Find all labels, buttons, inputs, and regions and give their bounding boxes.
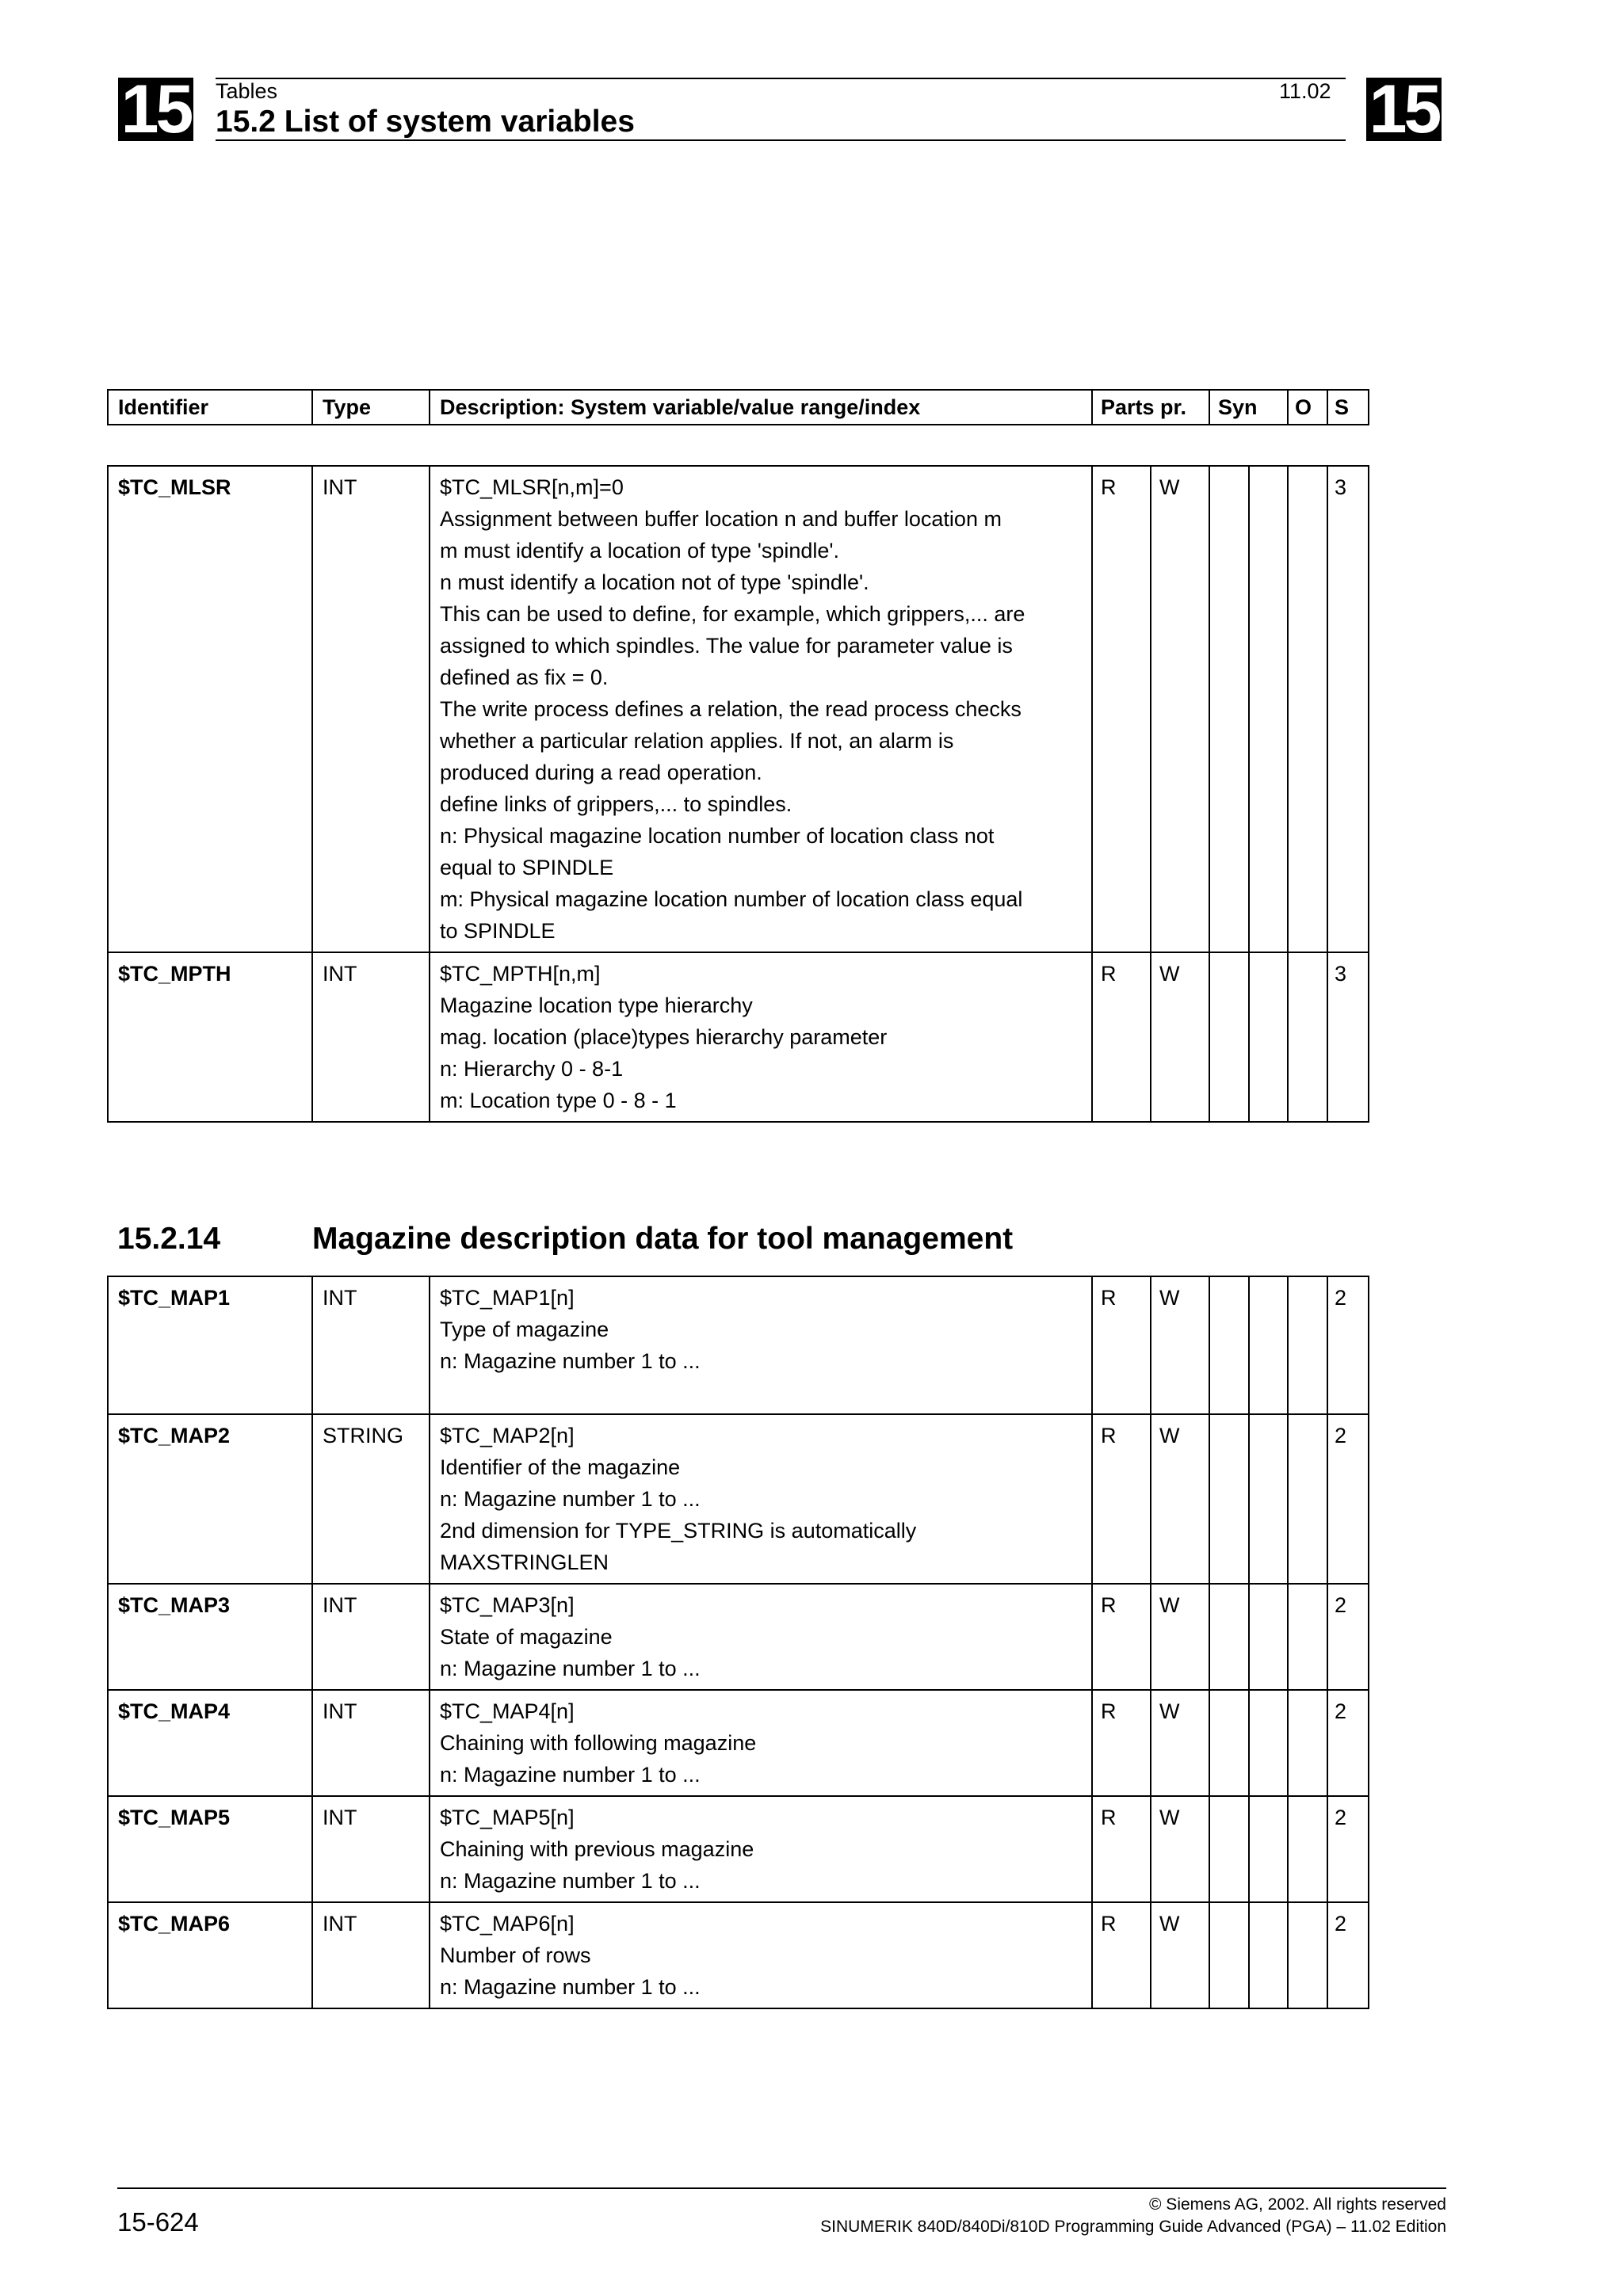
o-cell [1288, 1796, 1327, 1902]
access-write: W [1151, 952, 1209, 1122]
col-header-identifier: Identifier [108, 390, 312, 425]
chapter-number-badge-left: 15 [118, 78, 193, 141]
s-value: 2 [1327, 1414, 1369, 1584]
syn-cell-1 [1209, 1584, 1249, 1690]
variable-identifier: $TC_MPTH [108, 952, 312, 1122]
description-line: m must identify a location of type 'spindle'. [440, 539, 840, 563]
col-header-type: Type [312, 390, 430, 425]
description-line: $TC_MAP1[n] [440, 1286, 575, 1310]
s-value: 2 [1327, 1584, 1369, 1690]
variable-identifier: $TC_MAP2 [108, 1414, 312, 1584]
description-line: define links of grippers,... to spindles. [440, 792, 792, 816]
col-header-o: O [1288, 390, 1327, 425]
header-section-label: Tables [216, 79, 278, 103]
variable-identifier: $TC_MAP1 [108, 1276, 312, 1414]
variable-description [430, 1690, 1092, 1796]
access-read: R [1092, 952, 1151, 1122]
variable-identifier: $TC_MAP5 [108, 1796, 312, 1902]
header-date: 11.02 [1279, 79, 1331, 103]
description-line: $TC_MPTH[n,m] [440, 962, 601, 986]
o-cell [1288, 1690, 1327, 1796]
access-write: W [1151, 1584, 1209, 1690]
variable-description [430, 466, 1092, 952]
syn-cell-2 [1249, 1584, 1288, 1690]
description-line: Chaining with previous magazine [440, 1837, 754, 1861]
description-line: to SPINDLE [440, 919, 556, 943]
s-value: 3 [1327, 952, 1369, 1122]
col-header-syn: Syn [1209, 390, 1288, 425]
description-line: n: Magazine number 1 to ... [440, 1349, 701, 1373]
variable-type: INT [312, 1796, 430, 1902]
s-value: 2 [1327, 1690, 1369, 1796]
access-write: W [1151, 1276, 1209, 1414]
variable-identifier: $TC_MLSR [108, 466, 312, 952]
description-line: n: Physical magazine location number of location class not [440, 824, 995, 848]
footer-page-number: 15-624 [117, 2207, 199, 2237]
s-value: 3 [1327, 466, 1369, 952]
description-line: Number of rows [440, 1943, 591, 1967]
col-header-s: S [1327, 390, 1369, 425]
description-line [440, 1377, 1083, 1409]
syn-cell-1 [1209, 466, 1249, 952]
footer-copyright: © Siemens AG, 2002. All rights reserved [1149, 2195, 1446, 2214]
variable-type: INT [312, 1276, 430, 1414]
description-line: equal to SPINDLE [440, 856, 614, 879]
col-header-parts-pr: Parts pr. [1092, 390, 1209, 425]
o-cell [1288, 1584, 1327, 1690]
access-write: W [1151, 1902, 1209, 2008]
description-line: Type of magazine [440, 1318, 609, 1341]
column-header-table [107, 389, 1369, 425]
table-row [108, 466, 1369, 952]
system-variables-table-1 [107, 465, 1369, 1123]
syn-cell-2 [1249, 952, 1288, 1122]
table-row [108, 1276, 1369, 1414]
description-line: $TC_MAP4[n] [440, 1699, 575, 1723]
description-line: $TC_MLSR[n,m]=0 [440, 475, 624, 499]
description-line: defined as fix = 0. [440, 666, 609, 689]
table-row [108, 1902, 1369, 2008]
variable-type: INT [312, 952, 430, 1122]
table-row [108, 1584, 1369, 1690]
description-line: n: Magazine number 1 to ... [440, 1763, 701, 1787]
description-line: Identifier of the magazine [440, 1455, 681, 1479]
description-line: Chaining with following magazine [440, 1731, 757, 1755]
description-line: m: Location type 0 - 8 - 1 [440, 1089, 677, 1112]
description-line: This can be used to define, for example, which grippers,... are [440, 602, 1025, 626]
description-line: whether a particular relation applies. If not, an alarm is [440, 729, 954, 753]
variable-type: STRING [312, 1414, 430, 1584]
system-variables-table-2 [107, 1276, 1369, 2009]
variable-description [430, 1276, 1092, 1414]
variable-description [430, 1796, 1092, 1902]
syn-cell-2 [1249, 1690, 1288, 1796]
access-read: R [1092, 1584, 1151, 1690]
access-write: W [1151, 1414, 1209, 1584]
page-title: 15.2 List of system variables [216, 105, 635, 139]
description-line: n must identify a location not of type 'spindle'. [440, 570, 869, 594]
description-line: Assignment between buffer location n and buffer location m [440, 507, 1002, 531]
access-read: R [1092, 466, 1151, 952]
variable-description [430, 1584, 1092, 1690]
variable-identifier: $TC_MAP4 [108, 1690, 312, 1796]
description-line: State of magazine [440, 1625, 613, 1649]
description-line: MAXSTRINGLEN [440, 1550, 609, 1574]
description-line: n: Magazine number 1 to ... [440, 1975, 701, 1999]
description-line: $TC_MAP5[n] [440, 1806, 575, 1829]
syn-cell-1 [1209, 1414, 1249, 1584]
syn-cell-1 [1209, 1276, 1249, 1414]
description-line: $TC_MAP2[n] [440, 1424, 575, 1447]
o-cell [1288, 1276, 1327, 1414]
s-value: 2 [1327, 1902, 1369, 2008]
chapter-number-badge-right: 15 [1366, 78, 1442, 141]
access-write: W [1151, 1690, 1209, 1796]
syn-cell-1 [1209, 952, 1249, 1122]
variable-identifier: $TC_MAP3 [108, 1584, 312, 1690]
description-line: n: Magazine number 1 to ... [440, 1487, 701, 1511]
table-row [108, 1796, 1369, 1902]
syn-cell-2 [1249, 1276, 1288, 1414]
syn-cell-2 [1249, 1902, 1288, 2008]
s-value: 2 [1327, 1796, 1369, 1902]
variable-description [430, 1414, 1092, 1584]
description-line: assigned to which spindles. The value for parameter value is [440, 634, 1013, 658]
description-line: mag. location (place)types hierarchy parameter [440, 1025, 888, 1049]
syn-cell-1 [1209, 1902, 1249, 2008]
table-row [108, 1690, 1369, 1796]
table-row [108, 952, 1369, 1122]
o-cell [1288, 1414, 1327, 1584]
syn-cell-1 [1209, 1796, 1249, 1902]
description-line: n: Magazine number 1 to ... [440, 1869, 701, 1893]
header-bottom-rule [216, 139, 1346, 141]
o-cell [1288, 466, 1327, 952]
description-line: $TC_MAP6[n] [440, 1912, 575, 1936]
o-cell [1288, 952, 1327, 1122]
syn-cell-2 [1249, 466, 1288, 952]
variable-description [430, 1902, 1092, 2008]
description-line: m: Physical magazine location number of location class equal [440, 887, 1023, 911]
variable-identifier: $TC_MAP6 [108, 1902, 312, 2008]
col-header-description: Description: System variable/value range/index [430, 390, 1092, 425]
access-read: R [1092, 1414, 1151, 1584]
variable-type: INT [312, 466, 430, 952]
description-line: The write process defines a relation, the read process checks [440, 697, 1022, 721]
o-cell [1288, 1902, 1327, 2008]
access-write: W [1151, 1796, 1209, 1902]
column-header-row [108, 390, 1369, 425]
description-line: produced during a read operation. [440, 761, 762, 784]
access-read: R [1092, 1690, 1151, 1796]
section-number: 15.2.14 [117, 1222, 221, 1256]
table-row [108, 1414, 1369, 1584]
syn-cell-2 [1249, 1796, 1288, 1902]
variable-description [430, 952, 1092, 1122]
description-line: 2nd dimension for TYPE_STRING is automatically [440, 1519, 917, 1543]
syn-cell-1 [1209, 1690, 1249, 1796]
access-read: R [1092, 1276, 1151, 1414]
description-line: n: Hierarchy 0 - 8-1 [440, 1057, 624, 1081]
variable-type: INT [312, 1690, 430, 1796]
section-title: Magazine description data for tool management [312, 1222, 1014, 1256]
access-read: R [1092, 1796, 1151, 1902]
variable-type: INT [312, 1902, 430, 2008]
description-line: n: Magazine number 1 to ... [440, 1657, 701, 1680]
description-line: Magazine location type hierarchy [440, 994, 753, 1017]
header-top-rule [216, 78, 1346, 79]
access-write: W [1151, 466, 1209, 952]
footer-document-title: SINUMERIK 840D/840Di/810D Programming Guide Advanced (PGA) – 11.02 Edition [820, 2218, 1446, 2236]
s-value: 2 [1327, 1276, 1369, 1414]
access-read: R [1092, 1902, 1151, 2008]
syn-cell-2 [1249, 1414, 1288, 1584]
variable-type: INT [312, 1584, 430, 1690]
description-line: $TC_MAP3[n] [440, 1593, 575, 1617]
footer-rule [117, 2187, 1446, 2189]
